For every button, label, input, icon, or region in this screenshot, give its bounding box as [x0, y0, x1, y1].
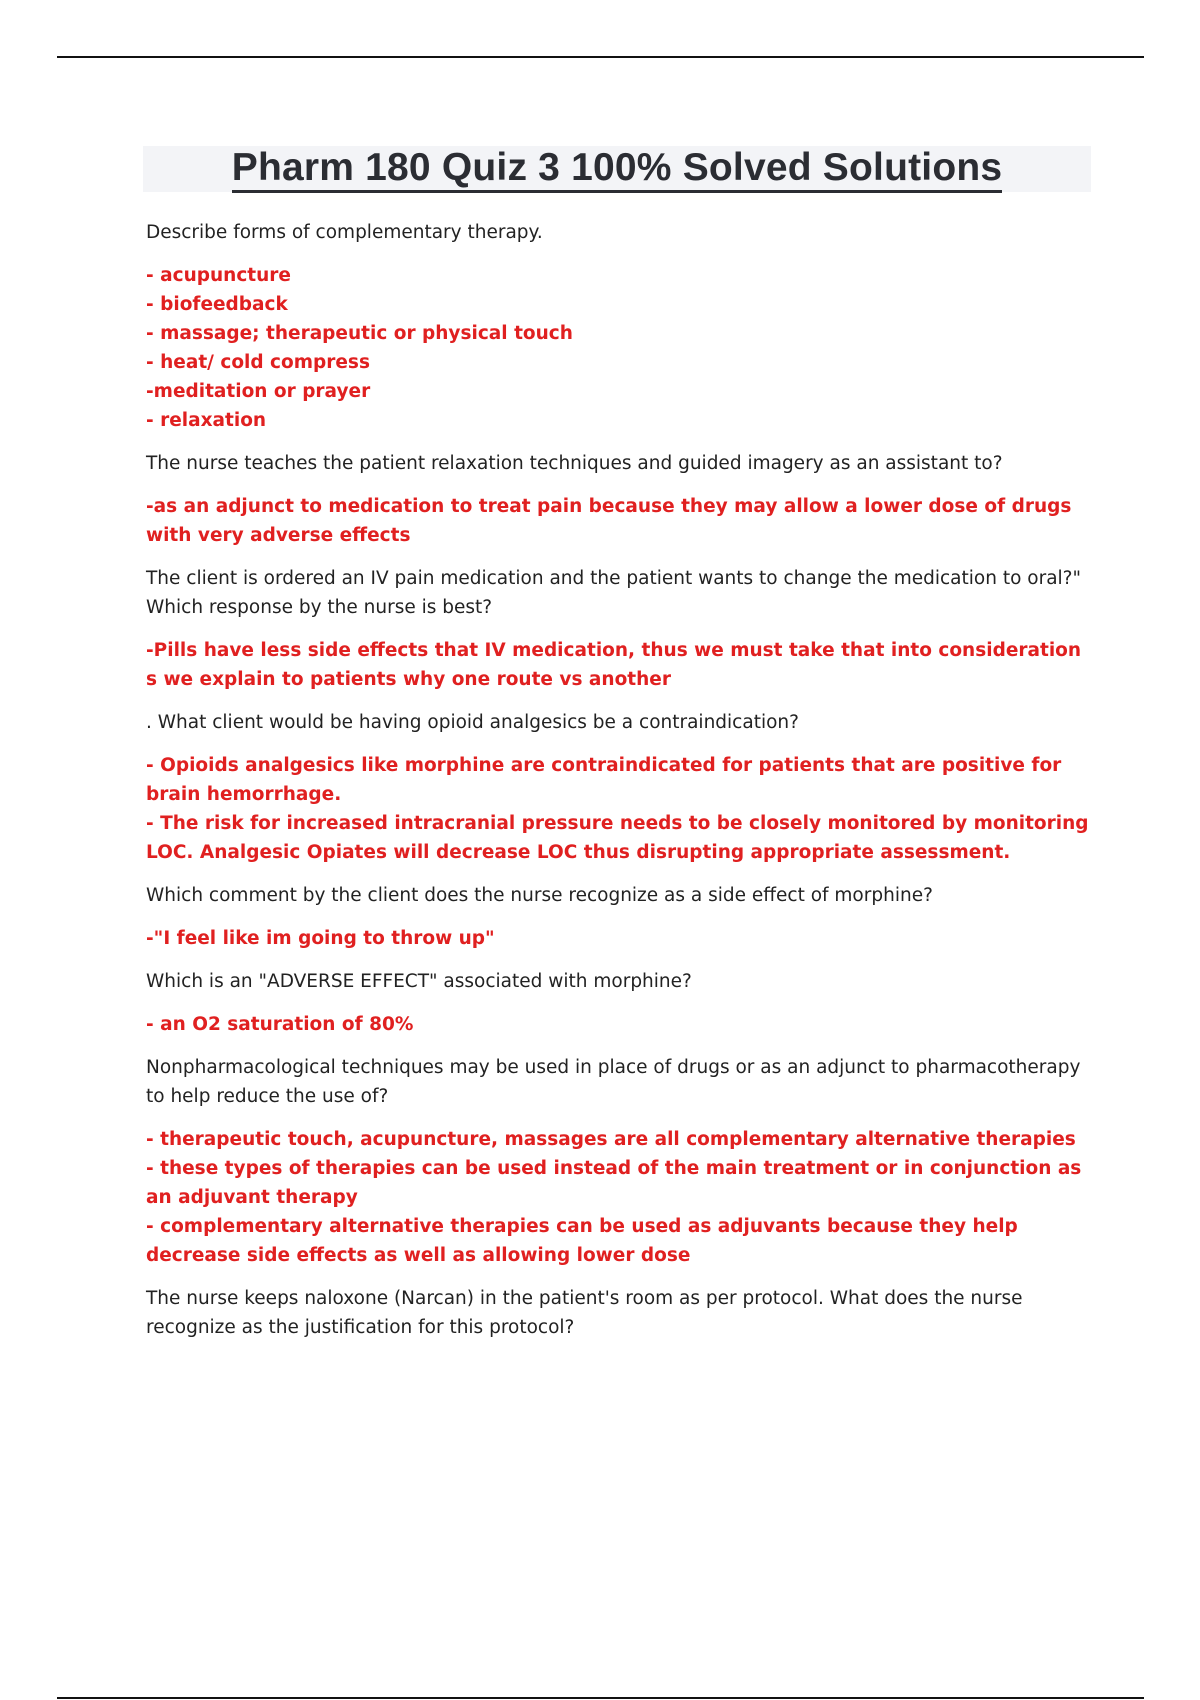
answer-6 — [146, 1010, 1096, 1039]
question-3: The client is ordered an IV pain medication and the patient wants to change the medication to oral?" Which response by the nurse is best? — [146, 568, 1081, 618]
page-title: Pharm 180 Quiz 3 100% Solved Solutions — [232, 146, 1003, 193]
answer-3 — [146, 636, 1096, 694]
answer-line: - Opioids analgesics like morphine are contraindicated for patients that are positive for brain hemorrhage. — [146, 755, 1062, 805]
answer-line: -as an adjunct to medication to treat pain because they may allow a lower dose of drugs with very adverse effects — [146, 496, 1072, 546]
answer-line: - The risk for increased intracranial pressure needs to be closely monitored by monitoring LOC. Analgesic Opiates will decrease LOC thus disrupting appropriate assessment. — [146, 813, 1089, 863]
answer-line: - complementary alternative therapies can be used as adjuvants because they help decrease side effects as well as allowing lower dose — [146, 1216, 1018, 1266]
question-1: Describe forms of complementary therapy. — [146, 222, 543, 243]
answer-line: - acupuncture — [146, 265, 291, 286]
question-2: The nurse teaches the patient relaxation techniques and guided imagery as an assistant to? — [146, 453, 1003, 474]
answer-line: -meditation or prayer — [146, 381, 371, 402]
question-5: Which comment by the client does the nurse recognize as a side effect of morphine? — [146, 885, 933, 906]
answer-2 — [146, 492, 1096, 550]
question-6: Which is an "ADVERSE EFFECT" associated with morphine? — [146, 971, 692, 992]
answer-line: - an O2 saturation of 80% — [146, 1014, 414, 1035]
answer-line: - biofeedback — [146, 294, 288, 315]
question-7: Nonpharmacological techniques may be used in place of drugs or as an adjunct to pharmacotherapy to help reduce the use of? — [146, 1057, 1081, 1107]
answer-line: - these types of therapies can be used instead of the main treatment or in conjunction as an adjuvant therapy — [146, 1158, 1082, 1208]
answer-line: - heat/ cold compress — [146, 352, 370, 373]
answer-line: - massage; therapeutic or physical touch — [146, 323, 573, 344]
question-4: . What client would be having opioid analgesics be a contraindication? — [146, 712, 799, 733]
top-rule — [57, 56, 1144, 58]
answer-1 — [146, 261, 1096, 435]
bottom-rule — [57, 1697, 1144, 1699]
title-band — [143, 146, 1091, 192]
answer-line: - relaxation — [146, 410, 267, 431]
quiz-content — [146, 218, 1096, 1356]
answer-4 — [146, 751, 1096, 867]
answer-5 — [146, 924, 1096, 953]
answer-line: - therapeutic touch, acupuncture, massages are all complementary alternative therapies — [146, 1129, 1076, 1150]
answer-line: -Pills have less side effects that IV medication, thus we must take that into consideration s we explain to patients why one route vs another — [146, 640, 1082, 690]
question-8: The nurse keeps naloxone (Narcan) in the patient's room as per protocol. What does the nurse recognize as the justification for this protocol? — [146, 1288, 1023, 1338]
answer-line: -"I feel like im going to throw up" — [146, 928, 495, 949]
answer-7 — [146, 1125, 1096, 1270]
